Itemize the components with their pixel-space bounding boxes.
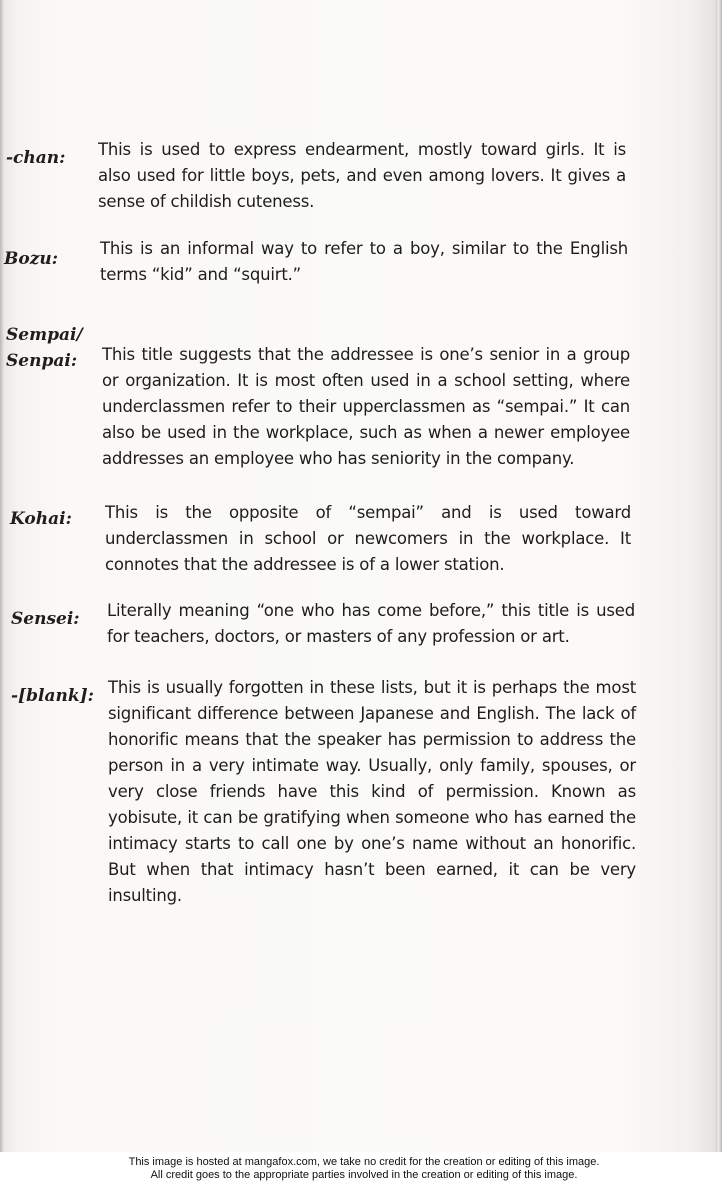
definition-chan: This is used to express endearment, mostly toward girls. It is also used for little boys, pets, and even among lovers. It gives a sense of childish cuteness. [98, 140, 626, 211]
definition-sensei: Literally meaning “one who has come before,” this title is used for teachers, doctors, or masters of any profession or art. [107, 601, 635, 646]
definition-sempai: This title suggests that the addressee is one’s senior in a group or organization. It is most often used in a school setting, where underclassmen refer to their upperclassmen as “sempai.” It can also be used in the workplace, such as when a newer employee addresses an employee who has seniority in the company. [102, 345, 630, 468]
term-chan: -chan: [6, 148, 66, 168]
page-right-edge [716, 0, 722, 1152]
credit-line-1: This image is hosted at mangafox.com, we take no credit for the creation or editing of this image. [128, 1156, 600, 1168]
term-sempai: Sempai/ [6, 325, 83, 345]
definition-kohai: This is the opposite of “sempai” and is used toward underclassmen in school or newcomers in the workplace. It connotes that the addressee is of a lower station. [105, 503, 631, 574]
definition-bozu: This is an informal way to refer to a boy, similar to the English terms “kid” and “squirt.” [100, 239, 628, 284]
term-blank: -[blank]: [11, 686, 94, 706]
term-bozu: Bozu: [4, 249, 58, 269]
credit-line-2: All credit goes to the appropriate parties involved in the creation or editing of this image. [150, 1169, 578, 1181]
term-senpai: Senpai: [6, 351, 78, 371]
definition-blank: This is usually forgotten in these lists, but it is perhaps the most significant difference between Japanese and English. The lack of honorific means that the speaker has permission to address the person in a very intimate way. Usually, only family, spouses, or very close friends have this kind of permission. Known as yobisute, it can be gratifying when someone who has earned the intimacy starts to call one by one’s name without an honorific. But when that intimacy hasn’t been earned, it can be very insulting. [108, 678, 636, 905]
term-sensei: Sensei: [11, 609, 80, 629]
term-kohai: Kohai: [10, 509, 72, 529]
page-left-edge [0, 0, 4, 1152]
hosting-credit [0, 1156, 728, 1182]
